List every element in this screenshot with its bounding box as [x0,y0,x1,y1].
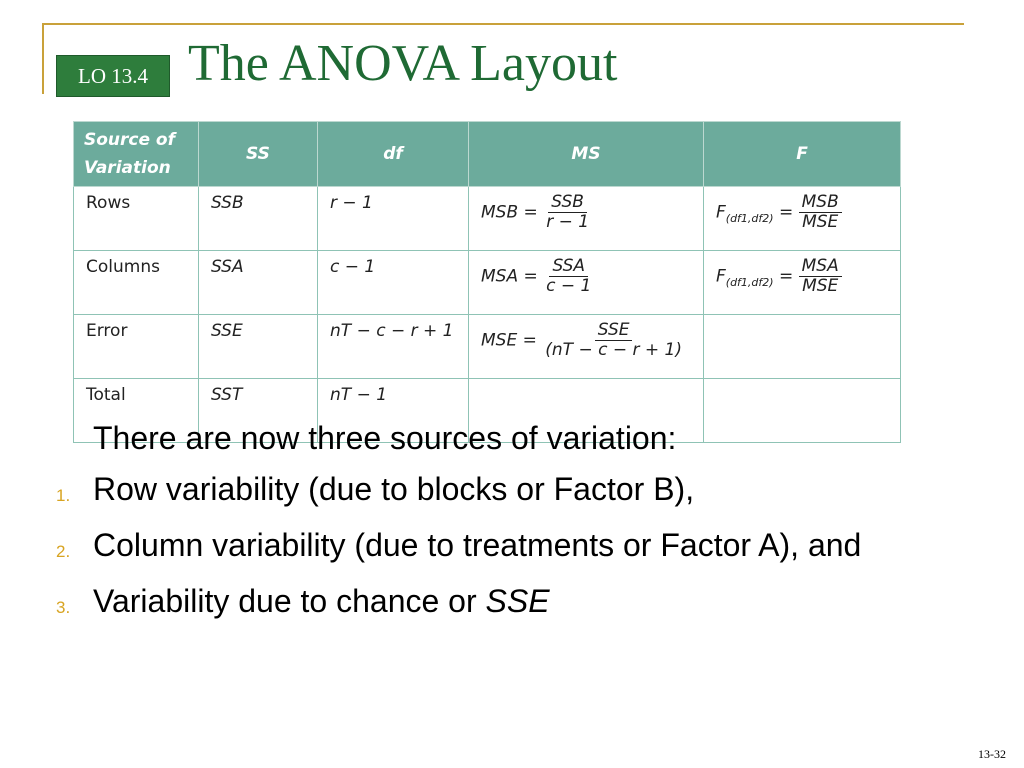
list-number: 2. [56,542,71,561]
lo-badge: LO 13.4 [56,55,170,97]
list-text-main: Variability due to chance or [93,583,486,619]
list-text-emph: SSE [485,583,550,619]
f-equals: = [778,202,794,223]
header-source: Source of Variation [74,122,199,187]
cell-ss: SST [199,379,318,443]
ms-fraction [542,321,685,360]
ms-fraction [543,257,594,296]
f-fraction [799,193,842,232]
cell-ss: SSE [199,315,318,379]
anova-table [73,121,901,443]
ms-label: MSA = [481,266,538,287]
ms-fraction [543,193,592,232]
table-header-row [74,122,901,187]
list-text: Row variability (due to blocks or Factor B), [93,471,695,507]
left-border-line [42,23,44,94]
ms-numerator: SSE [595,321,633,341]
header-ms: MS [469,122,704,187]
cell-f-empty [704,315,901,379]
top-border-line [42,23,964,25]
f-subscript: (df1,df2) [725,275,774,289]
list-text [93,581,936,628]
f-numerator: MSA [799,257,842,277]
cell-source: Rows [74,187,199,251]
cell-ss: SSB [199,187,318,251]
cell-df: nT − c − r + 1 [318,315,469,379]
f-numerator: MSB [799,193,842,213]
cell-f [704,187,901,251]
ms-denominator: c − 1 [546,276,592,296]
cell-source: Columns [74,251,199,315]
page-number: 13-32 [978,747,1006,761]
cell-ms [469,315,704,379]
table-row [74,251,901,315]
cell-source: Total [74,379,199,443]
list-number: 1. [56,486,71,505]
f-label: F [716,202,726,223]
cell-df: nT − 1 [318,379,469,443]
bullet-list [56,418,936,637]
cell-ms [469,251,704,315]
ms-denominator: (nT − c − r + 1) [545,340,682,360]
f-denominator: MSE [802,276,839,296]
list-number: 3. [56,598,71,617]
f-denominator: MSE [802,212,839,232]
intro-text: There are now three sources of variation: [93,420,677,456]
slide-title: The ANOVA Layout [188,35,618,92]
cell-f [704,251,901,315]
cell-source: Error [74,315,199,379]
f-subscript: (df1,df2) [725,211,774,225]
list-item [56,525,936,572]
f-fraction [799,257,842,296]
ms-denominator: r − 1 [546,212,590,232]
list-text: Column variability (due to treatments or Factor A), and [93,527,862,563]
header-df: df [318,122,469,187]
ms-numerator: SSB [548,193,587,213]
table-row [74,187,901,251]
cell-df: c − 1 [318,251,469,315]
list-item [56,469,936,516]
ms-label: MSE = [481,330,537,351]
header-ss: SS [199,122,318,187]
cell-df: r − 1 [318,187,469,251]
list-item [56,581,936,628]
f-label: F [716,266,726,287]
cell-ms [469,187,704,251]
cell-ss: SSA [199,251,318,315]
ms-numerator: SSA [549,257,588,277]
table-row [74,315,901,379]
header-f: F [704,122,901,187]
ms-label: MSB = [481,202,538,223]
f-equals: = [778,266,794,287]
